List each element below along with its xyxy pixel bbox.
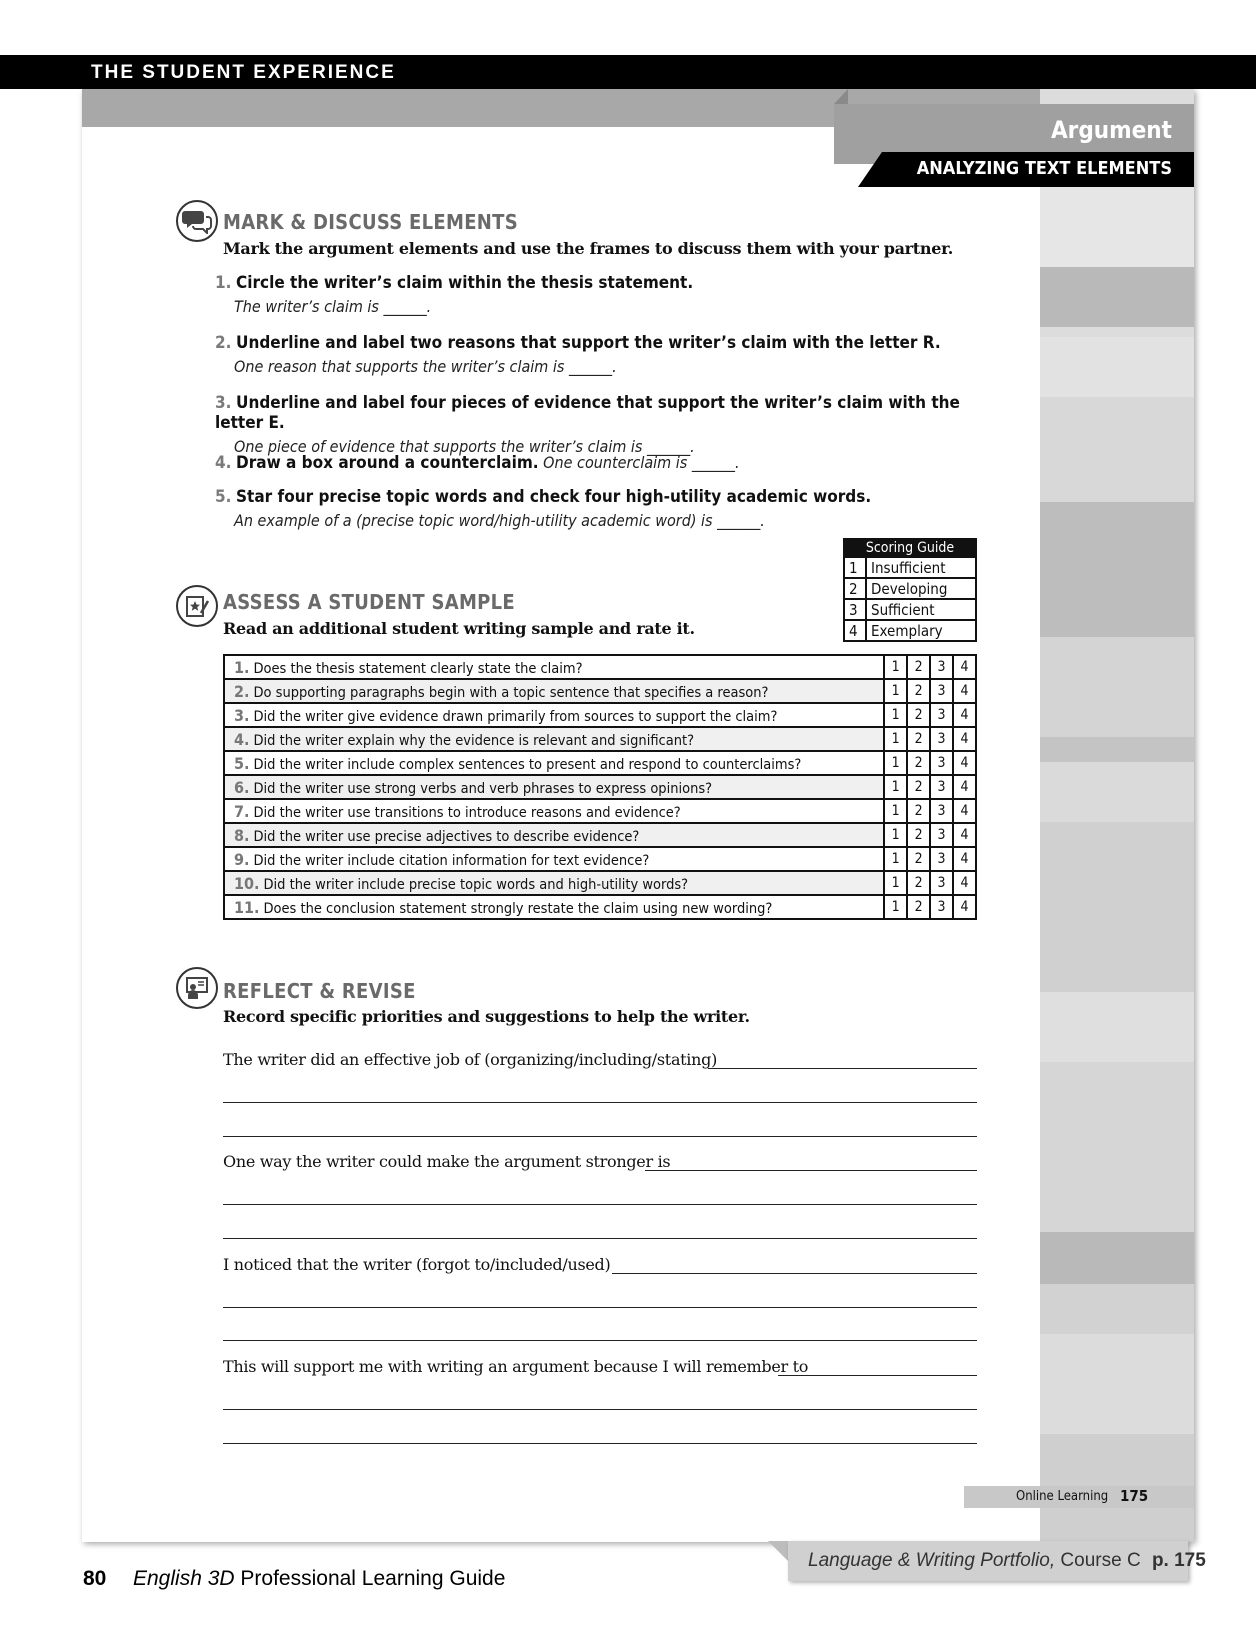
side-stripe	[1040, 182, 1194, 267]
question-text: Do supporting paragraphs begin with a topic sentence that specifies a reason?	[253, 684, 769, 701]
question-text: Did the writer use precise adjectives to describe evidence?	[253, 828, 640, 845]
score-option[interactable]: 1	[884, 847, 907, 871]
item-number: 4.	[215, 453, 232, 473]
score-option[interactable]: 3	[930, 703, 953, 727]
score-option[interactable]: 3	[930, 823, 953, 847]
item-task: Underline and label two reasons that support the writer’s claim with the letter R.	[236, 333, 941, 353]
item-task: Underline and label four pieces of evidence that support the writer’s claim with the letter E.	[215, 393, 960, 433]
writing-line[interactable]	[223, 1443, 977, 1444]
item-task: Circle the writer’s claim within the thesis statement.	[236, 273, 694, 293]
side-stripe	[1040, 1334, 1194, 1434]
score-option[interactable]: 4	[953, 871, 976, 895]
question-text: Did the writer use strong verbs and verb phrases to express opinions?	[253, 780, 713, 797]
score-option[interactable]: 3	[930, 895, 953, 919]
scoring-level	[844, 578, 976, 599]
mark-item	[215, 453, 975, 473]
item-number: 3.	[215, 393, 232, 413]
lesson-tab-label: ANALYZING TEXT ELEMENTS	[916, 158, 1172, 179]
side-stripe	[1040, 1284, 1194, 1334]
side-stripe	[1040, 762, 1194, 822]
mark-item	[215, 487, 975, 530]
question-number: 5.	[234, 753, 250, 773]
rating-question	[224, 655, 884, 679]
book-title	[133, 1567, 505, 1591]
writing-line[interactable]	[223, 1340, 977, 1341]
rating-question	[224, 871, 884, 895]
score-option[interactable]: 3	[930, 679, 953, 703]
rating-question	[224, 703, 884, 727]
reflect-prompt: I noticed that the writer (forgot to/included/used)	[223, 1255, 611, 1274]
question-text: Did the writer explain why the evidence is relevant and significant?	[253, 732, 695, 749]
book-title-italic: English 3D	[133, 1567, 235, 1590]
score-option[interactable]: 1	[884, 871, 907, 895]
score-option[interactable]: 1	[884, 895, 907, 919]
portfolio-page: p. 175	[1151, 1550, 1206, 1571]
side-stripe	[1040, 397, 1194, 502]
question-text: Does the thesis statement clearly state the claim?	[253, 660, 583, 677]
portfolio-tab-fold	[768, 1541, 788, 1561]
score-option[interactable]: 4	[953, 679, 976, 703]
score-option[interactable]: 2	[907, 799, 930, 823]
lesson-tab-wedge	[858, 152, 882, 187]
question-number: 4.	[234, 729, 250, 749]
writing-line[interactable]	[223, 1102, 977, 1103]
mark-item	[215, 333, 975, 376]
speech-bubbles-icon	[176, 200, 218, 242]
writing-line[interactable]	[223, 1204, 977, 1205]
rating-question	[224, 727, 884, 751]
assess-instruction: Read an additional student writing sample and rate it.	[223, 619, 695, 638]
rating-row	[224, 679, 976, 703]
page-number: 80	[83, 1567, 107, 1590]
writing-line[interactable]	[778, 1375, 977, 1376]
portfolio-course: Course C	[1060, 1550, 1141, 1571]
reflect-prompt: One way the writer could make the argument stronger is	[223, 1152, 671, 1171]
score-option[interactable]: 4	[953, 847, 976, 871]
score-option[interactable]: 3	[930, 871, 953, 895]
question-number: 6.	[234, 777, 250, 797]
writing-line[interactable]	[223, 1409, 977, 1410]
question-text: Did the writer give evidence drawn primarily from sources to support the claim?	[253, 708, 778, 725]
item-frame: One piece of evidence that supports the writer’s claim is ______.	[234, 437, 695, 456]
rating-row	[224, 751, 976, 775]
unit-tab-label: Argument	[1050, 116, 1172, 144]
score-option[interactable]: 1	[884, 727, 907, 751]
rating-row	[224, 775, 976, 799]
online-learning-page: 175	[1120, 1487, 1149, 1505]
level-label: Exemplary	[866, 620, 976, 641]
rating-row	[224, 895, 976, 919]
reflect-prompt: This will support me with writing an argument because I will remember to	[223, 1357, 809, 1376]
question-number: 7.	[234, 801, 250, 821]
score-option[interactable]: 2	[907, 703, 930, 727]
rating-row	[224, 727, 976, 751]
score-option[interactable]: 3	[930, 655, 953, 679]
rating-question	[224, 679, 884, 703]
score-option[interactable]: 2	[907, 895, 930, 919]
rating-question	[224, 799, 884, 823]
item-frame: The writer’s claim is ______.	[234, 297, 432, 316]
question-number: 9.	[234, 849, 250, 869]
score-option[interactable]: 4	[953, 823, 976, 847]
side-stripe	[1040, 737, 1194, 762]
rating-row	[224, 799, 976, 823]
level-label: Insufficient	[866, 557, 976, 578]
score-option[interactable]: 4	[953, 799, 976, 823]
score-option[interactable]: 2	[907, 655, 930, 679]
rating-question	[224, 895, 884, 919]
side-stripe	[1040, 637, 1194, 737]
rating-question	[224, 847, 884, 871]
score-option[interactable]: 4	[953, 703, 976, 727]
question-number: 10.	[234, 873, 260, 893]
portfolio-title: Language & Writing Portfolio,	[808, 1550, 1056, 1571]
rating-row	[224, 703, 976, 727]
rating-question	[224, 823, 884, 847]
score-option[interactable]: 4	[953, 775, 976, 799]
question-text: Does the conclusion statement strongly restate the claim using new wording?	[263, 900, 773, 917]
score-option[interactable]: 1	[884, 823, 907, 847]
item-number: 2.	[215, 333, 232, 353]
presenter-icon	[176, 967, 218, 1009]
level-score: 1	[844, 557, 866, 578]
scoring-level	[844, 620, 976, 641]
portfolio-reference	[808, 1550, 1206, 1572]
score-option[interactable]: 2	[907, 679, 930, 703]
score-option[interactable]: 2	[907, 847, 930, 871]
score-option[interactable]: 2	[907, 727, 930, 751]
book-subtitle: Professional Learning Guide	[240, 1567, 506, 1590]
scoring-guide	[843, 538, 977, 642]
writing-line[interactable]	[612, 1273, 977, 1274]
side-stripe	[1040, 1232, 1194, 1284]
rating-row	[224, 655, 976, 679]
score-option[interactable]: 3	[930, 799, 953, 823]
score-option[interactable]: 2	[907, 751, 930, 775]
level-score: 4	[844, 620, 866, 641]
score-option[interactable]: 1	[884, 703, 907, 727]
mark-item	[215, 393, 975, 456]
score-option[interactable]: 1	[884, 775, 907, 799]
score-option[interactable]: 2	[907, 775, 930, 799]
assess-title: ASSESS A STUDENT SAMPLE	[223, 590, 516, 614]
scoring-level	[844, 599, 976, 620]
question-text: Did the writer use transitions to introduce reasons and evidence?	[253, 804, 681, 821]
score-option[interactable]: 1	[884, 751, 907, 775]
side-stripe	[1040, 502, 1194, 637]
question-text: Did the writer include complex sentences to present and respond to counterclaims?	[253, 756, 802, 773]
side-stripe	[1040, 992, 1194, 1062]
side-stripe	[1040, 337, 1194, 397]
score-option[interactable]: 4	[953, 727, 976, 751]
side-stripe	[1040, 1062, 1194, 1232]
score-option[interactable]: 4	[953, 895, 976, 919]
level-label: Developing	[866, 578, 976, 599]
question-number: 1.	[234, 657, 250, 677]
score-option[interactable]: 3	[930, 775, 953, 799]
rating-row	[224, 823, 976, 847]
item-frame: An example of a (precise topic word/high-utility academic word) is ______.	[234, 511, 765, 530]
score-option[interactable]: 1	[884, 799, 907, 823]
item-frame: One counterclaim is ______.	[543, 453, 740, 472]
rating-question	[224, 751, 884, 775]
score-option[interactable]: 2	[907, 823, 930, 847]
question-number: 3.	[234, 705, 250, 725]
score-option[interactable]: 1	[884, 679, 907, 703]
banner-title: THE STUDENT EXPERIENCE	[91, 62, 396, 83]
question-number: 11.	[234, 897, 260, 917]
score-option[interactable]: 4	[953, 655, 976, 679]
question-number: 2.	[234, 681, 250, 701]
level-score: 3	[844, 599, 866, 620]
checklist-star-icon	[176, 585, 218, 627]
score-option[interactable]: 3	[930, 847, 953, 871]
rating-table	[223, 654, 977, 920]
question-text: Did the writer include precise topic words and high-utility words?	[263, 876, 689, 893]
rating-question	[224, 775, 884, 799]
reflect-instruction: Record specific priorities and suggestions to help the writer.	[223, 1007, 750, 1026]
mark-discuss-instruction: Mark the argument elements and use the frames to discuss them with your partner.	[223, 239, 954, 258]
score-option[interactable]: 3	[930, 727, 953, 751]
tab-fold	[834, 89, 848, 104]
question-number: 8.	[234, 825, 250, 845]
rating-row	[224, 871, 976, 895]
level-label: Sufficient	[866, 599, 976, 620]
scoring-guide-title: Scoring Guide	[844, 539, 976, 557]
level-score: 2	[844, 578, 866, 599]
reflect-title: REFLECT & REVISE	[223, 979, 416, 1003]
online-learning-label: Online Learning	[1016, 1489, 1109, 1504]
item-task: Draw a box around a counterclaim.	[236, 453, 539, 473]
scoring-level	[844, 557, 976, 578]
side-stripe	[1040, 822, 1194, 992]
side-stripe	[1040, 267, 1194, 327]
writing-line[interactable]	[223, 1136, 977, 1137]
score-option[interactable]: 2	[907, 871, 930, 895]
item-task: Star four precise topic words and check four high-utility academic words.	[236, 487, 872, 507]
item-frame: One reason that supports the writer’s claim is ______.	[234, 357, 617, 376]
score-option[interactable]: 1	[884, 655, 907, 679]
mark-item	[215, 273, 975, 316]
writing-line[interactable]	[708, 1068, 977, 1069]
question-text: Did the writer include citation information for text evidence?	[253, 852, 650, 869]
writing-line[interactable]	[223, 1307, 977, 1308]
mark-discuss-title: MARK & DISCUSS ELEMENTS	[223, 210, 518, 234]
score-option[interactable]: 4	[953, 751, 976, 775]
rating-row	[224, 847, 976, 871]
score-option[interactable]: 3	[930, 751, 953, 775]
reflect-prompt: The writer did an effective job of (organizing/including/stating)	[223, 1050, 718, 1069]
item-number: 5.	[215, 487, 232, 507]
writing-line[interactable]	[645, 1170, 977, 1171]
writing-line[interactable]	[223, 1238, 977, 1239]
item-number: 1.	[215, 273, 232, 293]
